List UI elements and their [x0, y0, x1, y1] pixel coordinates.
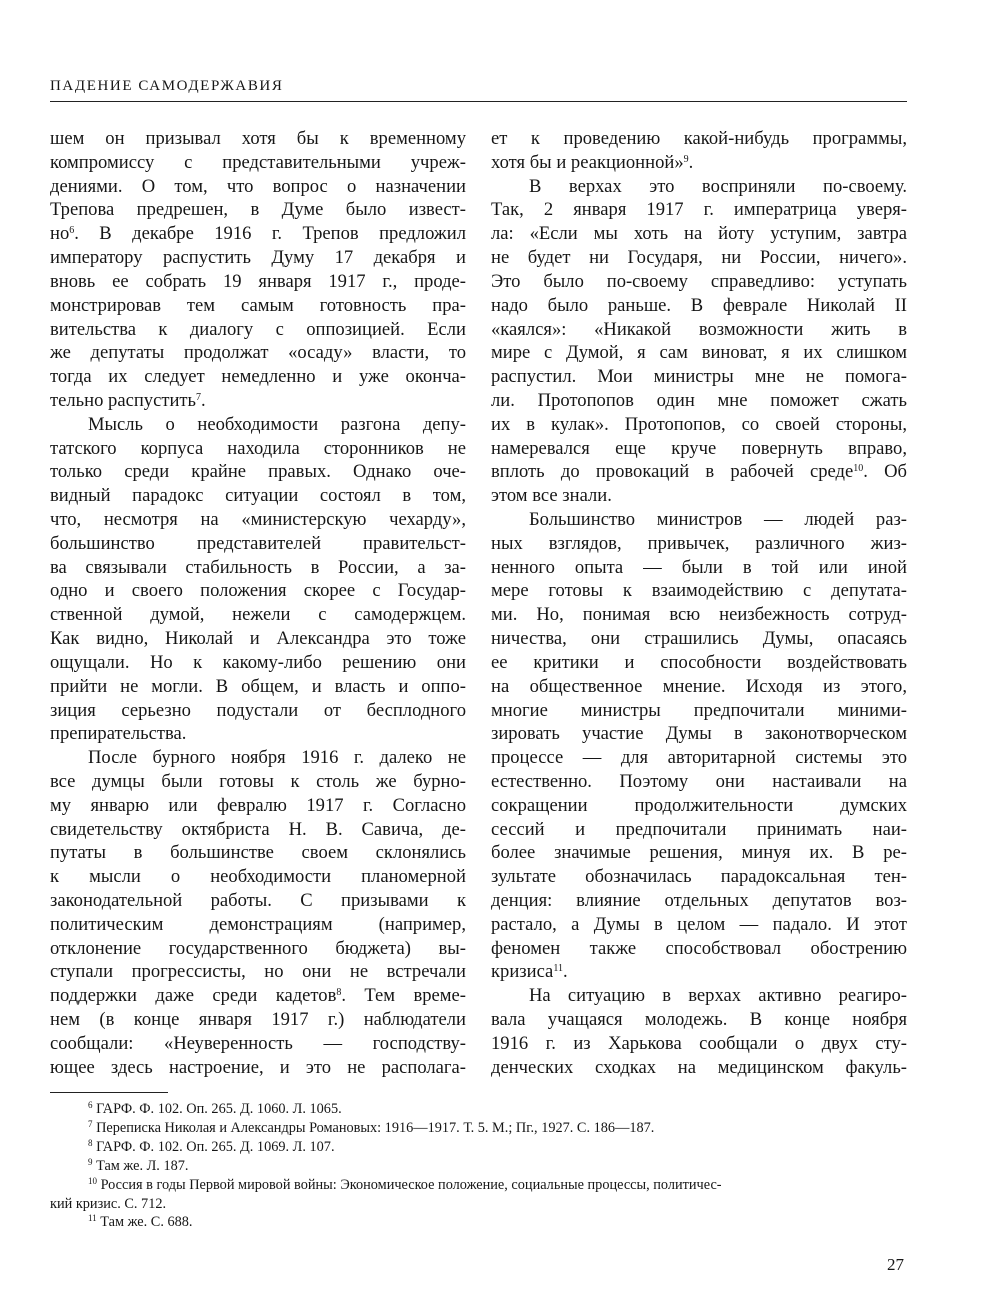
right-column-line: 1916 г. из Харькова сообщали о двух сту-	[491, 1032, 907, 1054]
footnote: $^{10}$ Россия в годы Первой мировой войны: Экономическое положение, социальные процессы, политичес-	[88, 1175, 722, 1193]
left-column-line: тогда их следует немедленно и уже оконча-	[50, 366, 466, 388]
right-column-line: ненного опыта — были в той или иной	[491, 556, 907, 578]
right-column-line: не будет ни Государя, ни России, ничего».	[491, 247, 907, 269]
footnote-number: 8	[88, 1137, 93, 1148]
left-column-line: ступали прогрессисты, но они не встречали	[50, 961, 466, 983]
right-column-line: этом все знали.	[491, 485, 612, 507]
footnotes	[50, 1100, 907, 1232]
right-column-line: растало, а Думы в целом — падало. И этот	[491, 913, 907, 935]
running-head: ПАДЕНИЕ САМОДЕРЖАВИЯ	[50, 78, 284, 94]
left-column-line: После бурного ноября 1916 г. далеко не	[88, 747, 466, 769]
right-column-line: сокращении продолжительности думских	[491, 794, 907, 816]
right-column-line: ми. Но, понимая всю неизбежность сотруд-	[491, 604, 907, 626]
header-rule	[50, 101, 907, 102]
right-column-line: зировать участие Думы в законотворческом	[491, 723, 907, 745]
left-column-line: большинство представителей правительст-	[50, 532, 466, 554]
footnote-ref: 11	[553, 963, 563, 975]
left-column-line: вительства к диалогу с оппозицией. Если	[50, 318, 466, 340]
right-column-line: их в кулак». Протопопов, со своей стороны,	[491, 413, 907, 435]
footnote: $^9$ Там же. Л. 187.	[88, 1156, 189, 1174]
left-column-line: монстрировав тем самым готовность пра-	[50, 294, 466, 316]
footnote-number: 6	[88, 1100, 93, 1110]
right-column-line: ных взглядов, привычек, различного жиз-	[491, 532, 907, 554]
left-column-line: прийти не могли. В общем, и власть и оппо-	[50, 675, 466, 697]
left-column-line: Мысль о необходимости разгона депу-	[88, 413, 466, 435]
left-column-line: Как видно, Николай и Александра это тоже	[50, 628, 466, 650]
left-column-line: му январю или февралю 1917 г. Согласно	[50, 794, 466, 816]
right-column-line: мире с Думой, я сам виноват, я их слишком	[491, 342, 907, 364]
right-column-line: сессий и предпочитали принимать наи-	[491, 818, 907, 840]
right-column-line: намеревался еще круче повернуть вправо,	[491, 437, 907, 459]
right-column-line: зультате обозначилась парадоксальная тен-	[491, 866, 907, 888]
footnote-ref: 10	[853, 463, 864, 475]
left-column-line: татского корпуса находила сторонников не	[50, 437, 466, 459]
footnote-ref: 9	[683, 153, 689, 165]
right-column-line: Это было по-своему справедливо: уступать	[491, 270, 907, 292]
left-column-line: ющее здесь настроение, и это не располага-	[50, 1056, 466, 1078]
footnote-number: 9	[88, 1156, 93, 1167]
right-column-line: ли. Протопопов один мне поможет сжать	[491, 389, 907, 411]
left-column-line: императору распустить Думу 17 декабря и	[50, 247, 466, 269]
left-column-line: зиция серьезно подустали от бесплодного	[50, 699, 466, 721]
left-column-line: законодательной работы. С призывами к	[50, 890, 466, 911]
left-column-line: отклонение государственного бюджета) вы-	[50, 937, 466, 959]
left-column	[50, 127, 466, 1080]
left-column-line: видный парадокс ситуации состоял в том,	[50, 485, 466, 507]
left-column-line: ва связывали стабильность в России, а за-	[50, 556, 466, 578]
right-column-line: ет к проведению какой-нибудь программы,	[491, 128, 907, 149]
left-column-line: ственной думой, нежели с самодержцем.	[50, 604, 466, 626]
page-number: 27	[887, 1255, 904, 1274]
footnote-number: 7	[88, 1118, 93, 1129]
footnote: кий кризис. С. 712.	[50, 1195, 167, 1212]
right-column-line: В верхах это восприняли по-своему.	[529, 175, 907, 197]
footnote-ref: 7	[196, 391, 202, 403]
left-column-line: $но^6$. В декабре 1916 г. Трепов предложил	[50, 223, 466, 245]
footnote-ref: 6	[69, 225, 75, 237]
right-column-line: ее критики и способности воздействовать	[491, 651, 907, 673]
right-column-line: денция: влияние отдельных депутатов воз-	[491, 890, 907, 911]
left-column-line: нем (в конце января 1917 г.) наблюдатели	[50, 1009, 466, 1031]
left-column-line: политическим демонстрациям (например,	[50, 913, 466, 935]
right-column-line: феномен также способствовал обострению	[491, 937, 907, 959]
left-column-line: все думцы были готовы к столь же бурно-	[50, 770, 466, 792]
right-column-line: кризиса$^{11}$.	[491, 961, 568, 983]
right-column-line: Так, 2 января 1917 г. императрица уверя-	[491, 199, 907, 221]
left-column-line: путаты в большинстве своем склонялись	[50, 842, 466, 864]
right-column-line: надо было раньше. В феврале Николай II	[491, 294, 907, 316]
footnote-ref: 8	[336, 987, 342, 999]
right-column	[491, 127, 907, 1080]
left-column-line: только среди крайне правых. Однако оче-	[50, 461, 466, 483]
footnote-number: 10	[88, 1175, 97, 1186]
right-column-line: более значимые решения, минуя их. В ре-	[491, 842, 907, 864]
right-column-line: процессе — для авторитарной системы это	[491, 747, 907, 769]
left-column-line: препирательства.	[50, 723, 187, 745]
left-column-line: шем он призывал хотя бы к временному	[50, 128, 466, 149]
right-column-line: многие министры предпочитали миними-	[491, 699, 907, 721]
footnote-number: 11	[88, 1213, 97, 1224]
right-column-line: «каялся»: «Никакой возможности жить в	[491, 318, 907, 340]
right-column-line: вплоть до провокаций в рабочей среде$^{10}$. Об	[491, 461, 907, 483]
left-column-line: сообщали: «Неуверенность — господству-	[50, 1032, 466, 1054]
footnote: $^6$ ГАРФ. Ф. 102. Оп. 265. Д. 1060. Л. 1065.	[88, 1100, 342, 1117]
right-column-line: распустил. Мои министры мне не помога-	[491, 366, 907, 388]
right-column-line: ничества, они страшились Думы, опасаясь	[491, 628, 907, 650]
right-column-line: на общественное мнение. Исходя из этого,	[491, 675, 907, 697]
left-column-line: что, несмотря на «министерскую чехарду»,	[50, 509, 466, 530]
left-column-line: тельно распустить$^7$.	[50, 389, 206, 411]
right-column-line: естественно. Поэтому они настаивали на	[491, 770, 907, 792]
left-column-line: дениями. О том, что вопрос о назначении	[50, 175, 466, 197]
right-column-line: ла: «Если мы хоть на йоту уступим, завтра	[491, 223, 907, 245]
left-column-line: компромиссу с представительными учреж-	[50, 151, 466, 173]
footnote: $^7$ Переписка Николая и Александры Романовых: 1916—1917. Т. 5. М.; Пг., 1927. С. 186—187.	[88, 1118, 655, 1136]
left-column-line: свидетельству октябриста Н. В. Савича, де-	[50, 818, 466, 840]
left-column-line: Трепова предрешен, в Думе было извест-	[50, 199, 466, 221]
right-column-line: вала учащаяся молодежь. В конце ноября	[491, 1009, 907, 1031]
left-column-line: одно и своего положения скорее с Государ-	[50, 580, 466, 602]
left-column-line: же депутаты продолжат «осаду» власти, то	[50, 342, 466, 364]
footnote: $^{11}$ Там же. С. 688.	[88, 1213, 193, 1231]
right-column-line: мере готовы к взаимодействию с депутата-	[491, 580, 907, 602]
footnote-rule	[50, 1092, 168, 1093]
left-column-line: вновь ее собрать 19 января 1917 г., проде-	[50, 270, 466, 292]
right-column-line: денческих сходках на медицинском факуль-	[491, 1056, 907, 1078]
right-column-line: Большинство министров — людей раз-	[529, 509, 907, 530]
right-column-line: хотя бы и реакционной»$^9$.	[491, 151, 694, 173]
left-column-line: поддержки даже среди кадетов$^8$. Тем време-	[50, 985, 466, 1007]
left-column-line: к мысли о необходимости планомерной	[50, 866, 466, 888]
footnote: $^8$ ГАРФ. Ф. 102. Оп. 265. Д. 1069. Л. 107.	[88, 1137, 335, 1155]
right-column-line: На ситуацию в верхах активно реагиро-	[529, 985, 907, 1007]
left-column-line: ощущали. Но к какому-либо решению они	[50, 651, 466, 673]
